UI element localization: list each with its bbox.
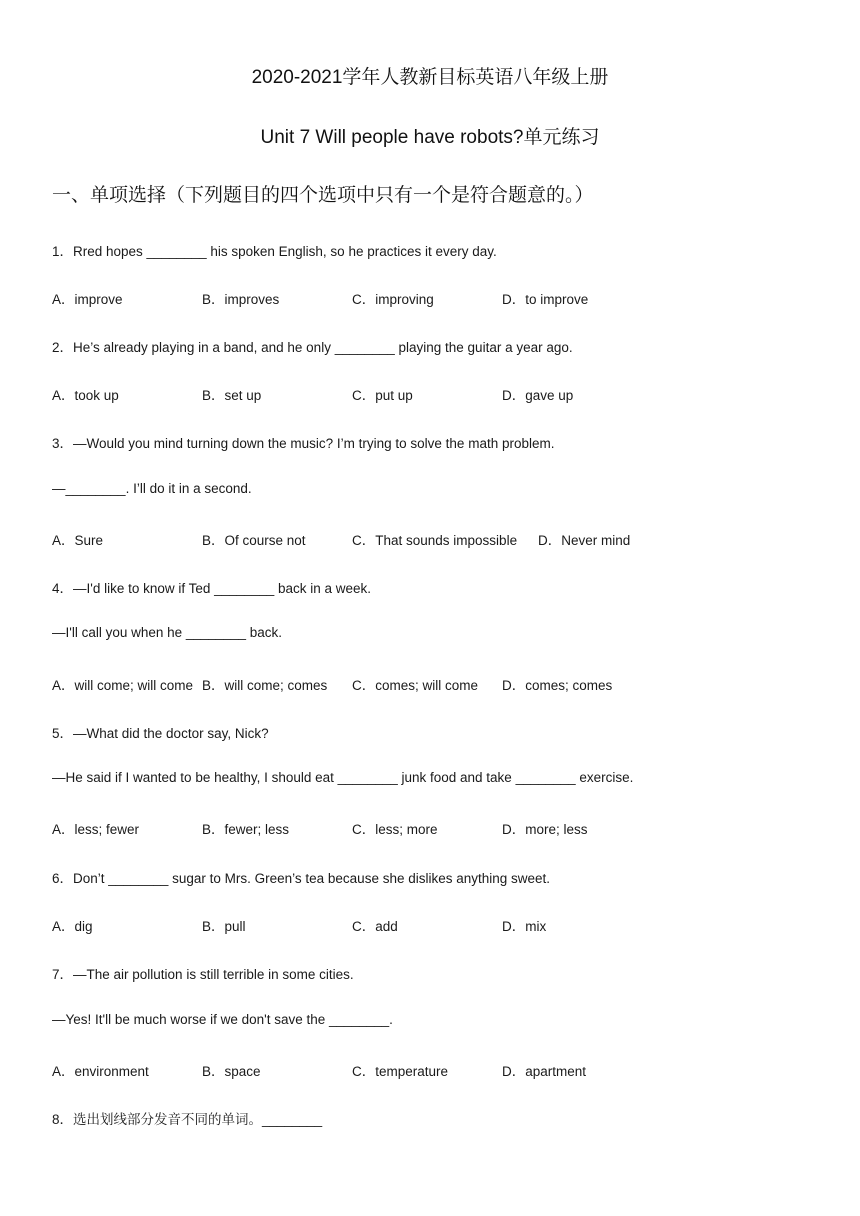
question-4-option-c[interactable]: C．comes; will come <box>352 678 479 693</box>
question-1-option-c[interactable]: C．improving <box>352 292 434 307</box>
question-5-stem: 5．—What did the doctor say, Nick? <box>52 726 269 741</box>
question-1-stem: 1．Rred hopes ________ his spoken English, so he practices it every day. <box>52 244 497 259</box>
question-2-option-d[interactable]: D．gave up <box>502 388 574 403</box>
question-3-option-c[interactable]: C．That sounds impossible <box>352 533 518 548</box>
question-7-option-a[interactable]: A．environment <box>52 1064 149 1079</box>
question-4-option-a[interactable]: A．will come; will come <box>52 678 194 693</box>
question-7-option-b[interactable]: B．space <box>202 1064 261 1079</box>
document-subtitle: Unit 7 Will people have robots?单元练习 <box>260 127 600 148</box>
question-7-stem: 7．—The air pollution is still terrible in some cities. <box>52 967 354 982</box>
question-4-response: —I'll call you when he ________ back. <box>52 625 282 640</box>
question-1-option-a[interactable]: A．improve <box>52 292 123 307</box>
document-title: 2020-2021学年人教新目标英语八年级上册 <box>251 67 609 88</box>
question-5-option-a[interactable]: A．less; fewer <box>52 822 140 837</box>
question-5-option-b[interactable]: B．fewer; less <box>202 822 290 837</box>
question-6-option-c[interactable]: C．add <box>352 919 398 934</box>
question-2-option-a[interactable]: A．took up <box>52 388 119 403</box>
question-3-option-a[interactable]: A．Sure <box>52 533 104 548</box>
question-8-stem: 8．选出划线部分发音不同的单词。________ <box>52 1112 323 1127</box>
question-3-stem: 3．—Would you mind turning down the music? I’m trying to solve the math problem. <box>52 436 555 451</box>
question-3-response: —________. I’ll do it in a second. <box>52 481 252 496</box>
question-1-option-d[interactable]: D．to improve <box>502 292 589 307</box>
question-7-option-c[interactable]: C．temperature <box>352 1064 449 1079</box>
question-6-option-d[interactable]: D．mix <box>502 919 547 934</box>
question-2-option-c[interactable]: C．put up <box>352 388 413 403</box>
question-1-option-b[interactable]: B．improves <box>202 292 280 307</box>
question-2-stem: 2．He’s already playing in a band, and he only ________ playing the guitar a year ago. <box>52 340 573 355</box>
question-5-option-d[interactable]: D．more; less <box>502 822 588 837</box>
question-6-stem: 6．Don’t ________ sugar to Mrs. Green’s tea because she dislikes anything sweet. <box>52 871 551 886</box>
question-7-response: —Yes! It'll be much worse if we don't save the ________. <box>52 1012 393 1027</box>
question-4-stem: 4．—I'd like to know if Ted ________ back in a week. <box>52 581 372 596</box>
question-4-option-d[interactable]: D．comes; comes <box>502 678 613 693</box>
question-2-option-b[interactable]: B．set up <box>202 388 262 403</box>
question-3-option-b[interactable]: B．Of course not <box>202 533 306 548</box>
question-5-response: —He said if I wanted to be healthy, I should eat ________ junk food and take ________ exercise. <box>52 770 634 785</box>
section-heading: 一、单项选择（下列题目的四个选项中只有一个是符合题意的。） <box>52 185 594 206</box>
question-6-option-b[interactable]: B．pull <box>202 919 246 934</box>
question-5-option-c[interactable]: C．less; more <box>352 822 438 837</box>
question-7-option-d[interactable]: D．apartment <box>502 1064 587 1079</box>
question-6-option-a[interactable]: A．dig <box>52 919 93 934</box>
question-3-option-d[interactable]: D．Never mind <box>538 533 631 548</box>
question-4-option-b[interactable]: B．will come; comes <box>202 678 328 693</box>
